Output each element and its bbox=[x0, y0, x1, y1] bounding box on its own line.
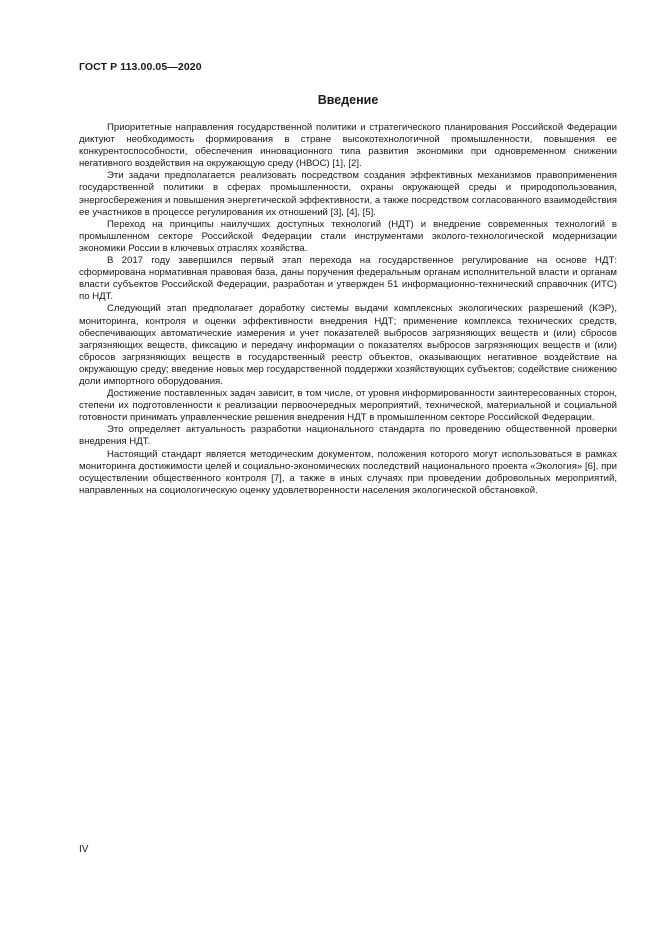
body-text bbox=[79, 122, 617, 497]
paragraph: Достижение поставленных задач зависит, в том числе, от уровня информированности заинтересованных сторон, степени их подготовленности к реализации первоочередных мероприятий, технической, материальной и социальной готовности принимать управленческие решения внедрения НДТ в промышленном секторе Российской Федерации. bbox=[79, 388, 617, 424]
page-number: IV bbox=[79, 844, 89, 855]
paragraph: Эти задачи предполагается реализовать посредством создания эффективных механизмов правоприменения государственной политики в сферах промышленности, охраны окружающей среды и природопользования, энергосбережения и повышения энергетической эффективности, а также посредством согласованного взаимодействия ее участников в процессе регулирования их отношений [3], [4], [5]. bbox=[79, 170, 617, 218]
paragraph: Это определяет актуальность разработки национального стандарта по проведению общественной проверки внедрения НДТ. bbox=[79, 424, 617, 448]
paragraph: Приоритетные направления государственной политики и стратегического планирования Российской Федерации диктуют необходимость формирования в стране высокотехнологичной промышленности, повышения ее конкурентоспособности, обеспечения инновационного типа развития экономики при одновременном снижении негативного воздействия на окружающую среду (НВОС) [1], [2]. bbox=[79, 122, 617, 170]
paragraph: Следующий этап предполагает доработку системы выдачи комплексных экологических разрешений (КЭР), мониторинга, контроля и оценки эффективности внедрения НДТ; применение комплекса технических средств, обеспечивающих автоматические измерения и учет показателей выбросов загрязняющих веществ и (или) сбросов загрязняющих веществ, фиксацию и передачу информации о показателях выбросов загрязняющих веществ и (или) сбросов загрязняющих веществ в государственный реестр объектов, оказывающих негативное воздействие на окружающую среду; введение новых мер государственной поддержки хозяйствующих субъектов; содействие снижению доли импортного оборудования. bbox=[79, 303, 617, 387]
paragraph: В 2017 году завершился первый этап перехода на государственное регулирование на основе НДТ: сформирована нормативная правовая база, даны поручения федеральным органам исполнительной власти и органам власти субъектов Российской Федерации, разработан и утвержден 51 информационно-технический справочник (ИТС) по НДТ. bbox=[79, 255, 617, 303]
section-title: Введение bbox=[317, 93, 379, 107]
document-code: ГОСТ Р 113.00.05—2020 bbox=[79, 61, 202, 73]
paragraph: Настоящий стандарт является методическим документом, положения которого могут использоваться в рамках мониторинга достижимости целей и социально-экономических последствий национального проекта «Экология» [6], при осуществлении общественного контроля [7], а также в иных случаях при проведении добровольных мероприятий, направленных на социологическую оценку удовлетворенности населения экологической обстановкой. bbox=[79, 448, 617, 496]
paragraph: Переход на принципы наилучших доступных технологий (НДТ) и внедрение современных технологий в промышленном секторе Российской Федерации стали инструментами эколого-технологической модернизации экономики России в ключевых отраслях хозяйства. bbox=[79, 218, 617, 254]
